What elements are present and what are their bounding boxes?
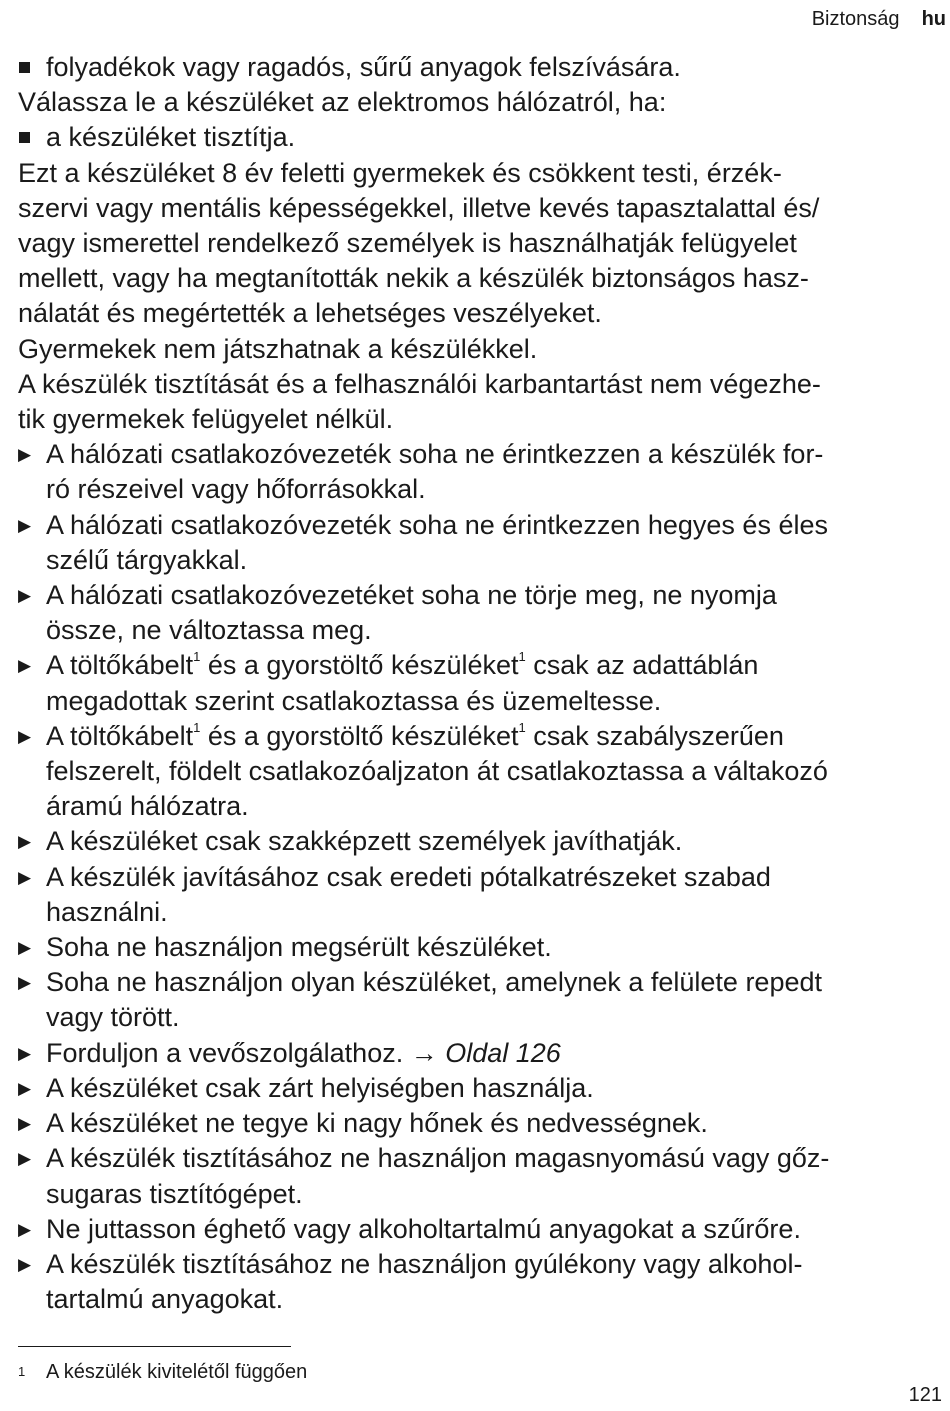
text-line: megadottak szerint csatlakoztassa és üzemeltesse. — [46, 685, 662, 716]
triangle-bullet-icon: ▶ — [18, 832, 32, 852]
square-bullet-icon — [18, 50, 30, 85]
text-line: Soha ne használjon olyan készüléket, amelynek a felülete repedt — [46, 967, 822, 998]
text-line: a készüléket tisztítja. — [46, 122, 296, 153]
text-line: felszerelt, földelt csatlakozóaljzaton át csatlakoztassa a váltakozó — [46, 756, 828, 787]
text-line: szervi vagy mentális képességekkel, illetve kevés tapasztalattal és/ — [18, 192, 820, 223]
text-segment: és a gyorstöltő készüléket — [200, 720, 519, 751]
text-segment: csak az adattáblán — [525, 650, 759, 681]
instruction-item — [18, 578, 948, 648]
text-line: A készülék tisztítását és a felhasználói karbantartást nem végezhe- — [18, 368, 821, 399]
instruction-item — [18, 1106, 948, 1141]
triangle-bullet-icon: ▶ — [18, 867, 32, 887]
footnote — [18, 1360, 308, 1391]
triangle-bullet-icon: ▶ — [18, 1219, 32, 1239]
text-line: Ne juttasson éghető vagy alkoholtartalmú anyagokat a szűrőre. — [46, 1213, 801, 1244]
text-line: áramú hálózatra. — [46, 791, 249, 822]
instruction-item — [18, 824, 948, 859]
text-line: folyadékok vagy ragadós, sűrű anyagok felszívására. — [46, 52, 681, 82]
instruction-item — [18, 930, 948, 965]
paragraph: Gyermekek nem játszhatnak a készülékkel. — [18, 333, 538, 364]
text-line: vagy ismerettel rendelkező személyek is használhatják felügyelet — [18, 228, 797, 259]
triangle-bullet-icon: ▶ — [18, 445, 32, 465]
footnote-ref: 1 — [193, 719, 201, 735]
footnote-ref: 1 — [193, 649, 201, 665]
instruction-item — [18, 965, 948, 1035]
triangle-bullet-icon: ▶ — [18, 1114, 32, 1134]
text-line: A készülék tisztításához ne használjon magasnyomású vagy gőz- — [46, 1143, 830, 1174]
text-line: A hálózati csatlakozóvezeték soha ne érintkezzen a készülék for- — [46, 439, 824, 470]
text-segment: csak szabályszerűen — [525, 720, 784, 751]
page-number: 121 — [908, 1384, 942, 1406]
triangle-bullet-icon: ▶ — [18, 1078, 32, 1098]
text-line: Ezt a készüléket 8 év feletti gyermekek és csökkent testi, érzék- — [18, 157, 782, 188]
paragraph — [18, 367, 948, 437]
text-line: A hálózati csatlakozóvezeték soha ne érintkezzen hegyes és éles — [46, 509, 828, 540]
text-line: használni. — [46, 896, 168, 927]
footnote-ref: 1 — [518, 719, 526, 735]
instruction-item — [18, 1212, 948, 1247]
text-line: A készüléket csak szakképzett személyek javíthatják. — [46, 826, 683, 857]
triangle-bullet-icon: ▶ — [18, 1043, 32, 1063]
section-title: Biztonság — [811, 8, 900, 30]
text-segment: A töltőkábelt — [46, 650, 194, 681]
instruction-item — [18, 508, 948, 578]
text-line: sugaras tisztítógépet. — [46, 1178, 303, 1209]
instruction-item — [18, 1071, 948, 1106]
text-line: vagy törött. — [46, 1002, 180, 1033]
text-line: ró részeivel vagy hőforrásokkal. — [46, 474, 426, 505]
text-line: szélű tárgyakkal. — [46, 544, 248, 575]
text-line: tik gyermekek felügyelet nélkül. — [18, 404, 394, 435]
triangle-bullet-icon: ▶ — [18, 938, 32, 958]
text-line: Soha ne használjon megsérült készüléket. — [46, 932, 552, 963]
instruction-item — [18, 1141, 948, 1211]
square-bullet-item — [18, 50, 948, 85]
footnote-number: 1 — [18, 1364, 26, 1379]
text-line — [46, 1036, 948, 1071]
arrow-right-icon: → — [410, 1037, 438, 1068]
text-segment: Forduljon a vevőszolgálathoz. — [46, 1037, 411, 1068]
language-code: hu — [921, 8, 946, 30]
text-line: nálatát és megértették a lehetséges veszélyeket. — [18, 298, 602, 329]
triangle-bullet-icon: ▶ — [18, 1149, 32, 1169]
text-segment: A töltőkábelt — [46, 720, 194, 751]
instruction-item — [18, 648, 948, 718]
text-line — [46, 719, 948, 754]
triangle-bullet-icon: ▶ — [18, 656, 32, 676]
text-line: A készülék tisztításához ne használjon gyúlékony vagy alkohol- — [46, 1248, 803, 1279]
triangle-bullet-icon: ▶ — [18, 586, 32, 606]
text-line: A hálózati csatlakozóvezetéket soha ne törje meg, ne nyomja — [46, 580, 777, 611]
page-content — [18, 50, 948, 1317]
footnote-text: A készülék kivitelétől függően — [46, 1361, 308, 1383]
paragraph: Válassza le a készüléket az elektromos hálózatról, ha: — [18, 87, 667, 118]
instruction-item — [18, 437, 948, 507]
text-segment: és a gyorstöltő készüléket — [200, 650, 519, 681]
square-bullet-item — [18, 120, 948, 155]
square-bullet-icon — [18, 120, 30, 155]
text-line: tartalmú anyagokat. — [46, 1284, 284, 1315]
footnote-ref: 1 — [518, 649, 526, 665]
text-line: A készüléket ne tegye ki nagy hőnek és nedvességnek. — [46, 1108, 708, 1139]
page-reference-link[interactable]: Oldal 126 — [445, 1037, 561, 1068]
text-line: össze, ne változtassa meg. — [46, 615, 372, 646]
instruction-item — [18, 860, 948, 930]
instruction-item — [18, 1036, 948, 1071]
text-line: A készülék javításához csak eredeti pótalkatrészeket szabad — [46, 861, 771, 892]
page-header — [812, 8, 946, 31]
triangle-bullet-icon: ▶ — [18, 726, 32, 746]
text-line — [46, 648, 948, 683]
triangle-bullet-icon: ▶ — [18, 515, 32, 535]
instruction-item — [18, 1247, 948, 1317]
text-line: mellett, vagy ha megtanították nekik a készülék biztonságos hasz- — [18, 263, 809, 294]
instruction-item — [18, 719, 948, 825]
footnote-divider — [18, 1346, 291, 1347]
text-line: A készüléket csak zárt helyiségben használja. — [46, 1072, 594, 1103]
triangle-bullet-icon: ▶ — [18, 1254, 32, 1274]
triangle-bullet-icon: ▶ — [18, 973, 32, 993]
paragraph — [18, 156, 948, 332]
